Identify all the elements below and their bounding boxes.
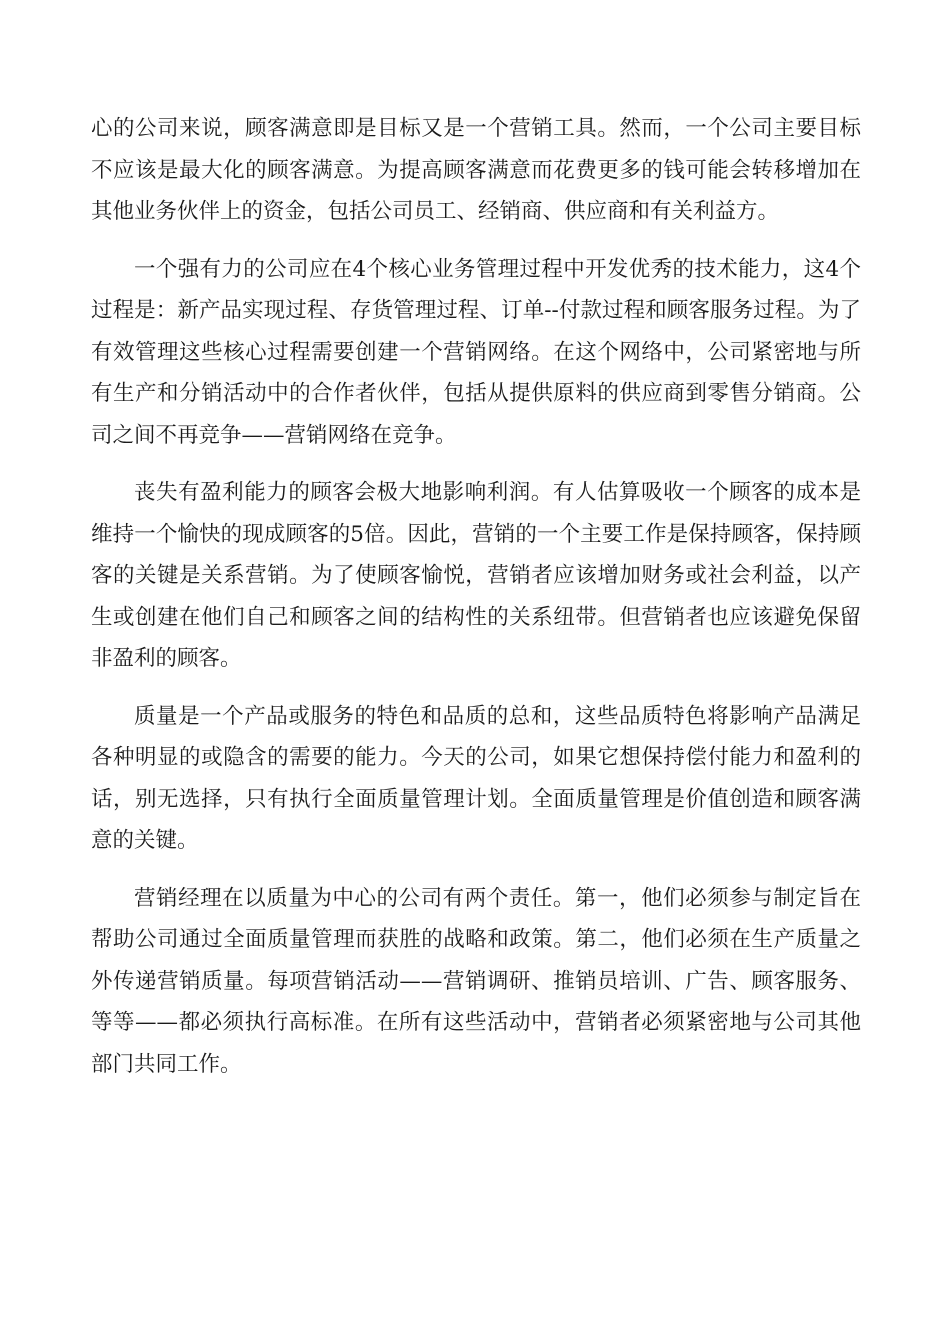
paragraph-2: 一个强有力的公司应在4个核心业务管理过程中开发优秀的技术能力，这4个过程是：新产品实现过程、存货管理过程、订单--付款过程和顾客服务过程。为了有效管理这些核心过程需要创建一个营销网络。在这个网络中，公司紧密地与所有生产和分销活动中的合作者伙伴，包括从提供原料的供应商到零售分销商。公司之间不再竞争——营销网络在竞争。: [91, 256, 861, 448]
paragraph-4: 质量是一个产品或服务的特色和品质的总和，这些品质特色将影响产品满足各种明显的或隐含的需要的能力。今天的公司，如果它想保持偿付能力和盈利的话，别无选择，只有执行全面质量管理计划。全面质量管理是价值创造和顾客满意的关键。: [91, 703, 861, 853]
paragraph-3: 丧失有盈利能力的顾客会极大地影响利润。有人估算吸收一个顾客的成本是维持一个愉快的现成顾客的5倍。因此，营销的一个主要工作是保持顾客，保持顾客的关键是关系营销。为了使顾客愉悦，营销者应该增加财务或社会利益，以产生或创建在他们自己和顾客之间的结构性的关系纽带。但营销者也应该避免保留非盈利的顾客。: [91, 480, 861, 671]
document-body: [91, 108, 861, 1101]
paragraph-1: 心的公司来说，顾客满意即是目标又是一个营销工具。然而，一个公司主要目标不应该是最大化的顾客满意。为提高顾客满意而花费更多的钱可能会转移增加在其他业务伙伴上的资金，包括公司员工、经销商、供应商和有关利益方。: [91, 116, 861, 224]
paragraph-5: 营销经理在以质量为中心的公司有两个责任。第一，他们必须参与制定旨在帮助公司通过全面质量管理而获胜的战略和政策。第二，他们必须在生产质量之外传递营销质量。每项营销活动——营销调研、推销员培训、广告、顾客服务、等等——都必须执行高标准。在所有这些活动中，营销者必须紧密地与公司其他部门共同工作。: [91, 885, 861, 1077]
